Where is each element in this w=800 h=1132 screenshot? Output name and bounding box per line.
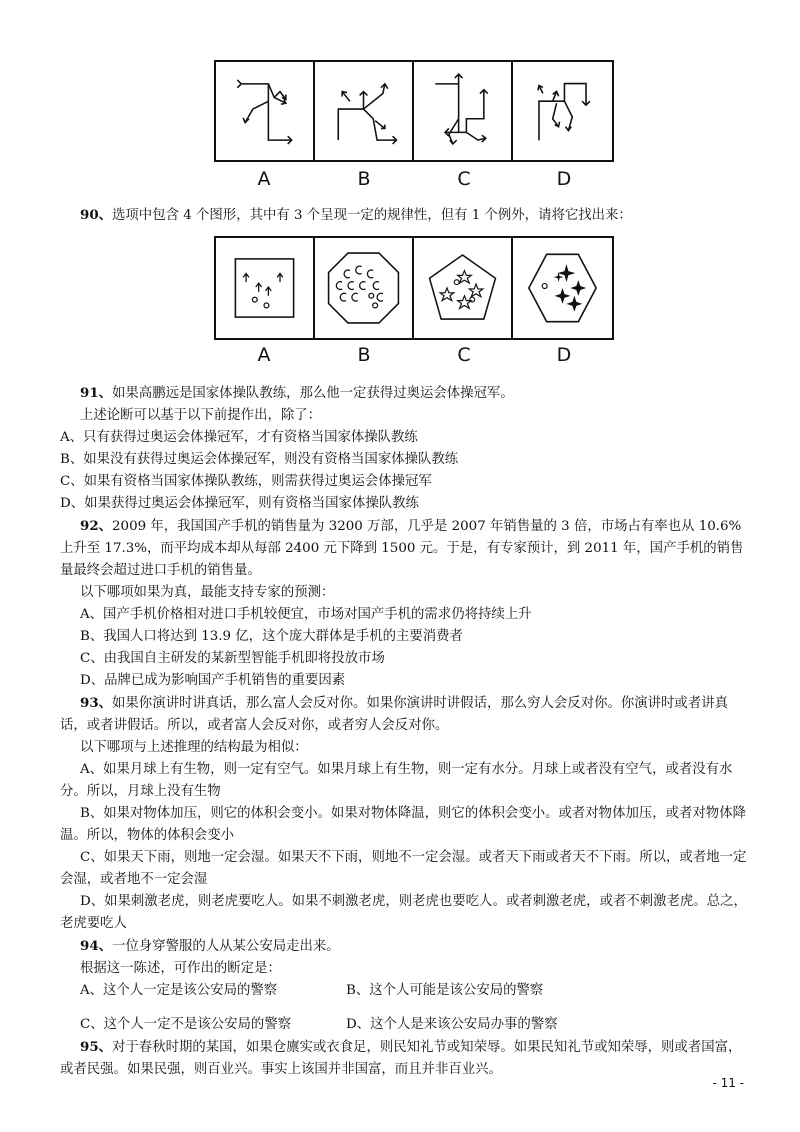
question-94-option-d: D、这个人是来该公安局办事的警察: [346, 1017, 558, 1032]
question-93-number: 93、: [80, 695, 113, 711]
page-number: - 11 -: [712, 1076, 744, 1090]
figure-2-label-a: A: [257, 344, 271, 366]
question-94-option-c: C、这个人一定不是该公安局的警察: [80, 1017, 292, 1032]
figure-2-panel-c: [414, 238, 513, 338]
question-90: [60, 204, 750, 227]
figure-2-panel-b: [315, 238, 414, 338]
question-95-number: 95、: [80, 1039, 113, 1055]
question-91-prompt: 上述论断可以基于以下前提作出，除了：: [80, 408, 322, 423]
question-94-prompt: 根据这一陈述，可作出的断定是：: [80, 961, 281, 976]
question-94-options-row-2: [60, 1014, 750, 1036]
question-94-option-a: A、这个人一定是该公安局的警察: [80, 983, 278, 998]
question-91-option-c: C、如果有资格当国家体操队教练，则需获得过奥运会体操冠军: [60, 474, 432, 489]
figure-1-panel-d: [513, 62, 612, 160]
question-93-option-a: A、如果月球上有生物，则一定有空气。如果月球上有生物，则一定有水分。月球上或者没有空气，或者没有水分。所以，月球上没有生物: [60, 762, 733, 799]
figure-2-label-d: D: [556, 344, 572, 366]
question-91-number: 91、: [80, 385, 113, 401]
question-92-prompt: 以下哪项如果为真，最能支持专家的预测：: [80, 585, 335, 600]
arrow-figure-b: [315, 62, 412, 160]
hexagon-shape-figure: [513, 238, 612, 338]
square-shape-figure: [216, 238, 313, 338]
figure-2-panels: [214, 236, 614, 340]
figure-1-label-c: C: [457, 168, 471, 190]
figure-2-label-b: B: [357, 344, 371, 366]
question-91-option-a: A、只有获得过奥运会体操冠军，才有资格当国家体操队教练: [60, 430, 418, 445]
figure-1-labels: [214, 168, 614, 190]
figure-1-label-b: B: [357, 168, 371, 190]
question-94-options-row-1: [60, 980, 750, 1002]
questions-91-95: [60, 382, 750, 1081]
figure-1-label-a: A: [257, 168, 271, 190]
figure-2-label-c: C: [457, 344, 471, 366]
arrow-figure-a: [216, 62, 313, 160]
question-93-option-c: C、如果天下雨，则地一定会湿。如果天不下雨，则地不一定会湿。或者天下雨或者天不下雨。所以，或者地一定会湿，或者地不一定会湿: [60, 850, 747, 887]
question-92-text: 2009 年，我国国产手机的销售量为 3200 万部，几乎是 2007 年销售量的 3 倍，市场占有率也从 10.6%上升至 17.3%，而平均成本却从每部 2400 元下降到 1500 元。于是，有专家预计，到 2011 年，国产手机的销售量最终会超过进口手机的销售量。: [60, 519, 744, 578]
question-90-text: 选项中包含 4 个图形，其中有 3 个呈现一定的规律性，但有 1 个例外，请将它找出来：: [112, 208, 632, 223]
question-94-number: 94、: [80, 938, 113, 954]
question-95-text: 对于春秋时期的某国，如果仓廪实或衣食足，则民知礼节或知荣辱。如果民知礼节或知荣辱，则或者国富，或者民强。如果民强，则百业兴。事实上该国并非国富，而且并非百业兴。: [60, 1040, 742, 1077]
question-92-option-d: D、品牌已成为影响国产手机销售的重要因素: [80, 673, 346, 688]
figure-1-panel-a: [216, 62, 315, 160]
figure-1-label-d: D: [556, 168, 572, 190]
question-93-option-d: D、如果刺激老虎，则老虎要吃人。如果不刺激老虎，则老虎也要吃人。或者刺激老虎，或者不刺激老虎。总之，老虎要吃人: [60, 894, 747, 931]
question-93-text: 如果你演讲时讲真话，那么富人会反对你。如果你演讲时讲假话，那么穷人会反对你。你演讲时或者讲真话，或者讲假话。所以，或者富人会反对你，或者穷人会反对你。: [60, 696, 728, 733]
pentagon-shape-figure: [414, 238, 511, 338]
figure-1-panels: [214, 60, 614, 162]
question-91-text: 如果高鹏远是国家体操队教练，那么他一定获得过奥运会体操冠军。: [112, 386, 514, 401]
arrow-figure-d: [513, 62, 612, 160]
figure-2-labels: [214, 344, 614, 366]
question-92-option-a: A、国产手机价格相对进口手机较便宜，市场对国产手机的需求仍将持续上升: [80, 607, 532, 622]
figure-1-panel-b: [315, 62, 414, 160]
figure-1-panel-c: [414, 62, 513, 160]
question-93-prompt: 以下哪项与上述推理的结构最为相似：: [80, 740, 308, 755]
spacer: [60, 1002, 750, 1014]
question-94-option-b: B、这个人可能是该公安局的警察: [346, 983, 544, 998]
arrow-figure-c: [414, 62, 511, 160]
question-91-option-b: B、如果没有获得过奥运会体操冠军，则没有资格当国家体操队教练: [60, 452, 459, 467]
question-90-number: 90、: [80, 207, 113, 223]
question-92-option-b: B、我国人口将达到 13.9 亿，这个庞大群体是手机的主要消费者: [80, 629, 463, 644]
question-92-option-c: C、由我国自主研发的某新型智能手机即将投放市场: [80, 651, 385, 666]
question-93-option-b: B、如果对物体加压，则它的体积会变小。如果对物体降温，则它的体积会变小。或者对物体加压，或者对物体降温。所以，物体的体积会变小: [60, 806, 746, 843]
question-94-text: 一位身穿警服的人从某公安局走出来。: [112, 939, 340, 954]
figure-2-panel-a: [216, 238, 315, 338]
question-92-number: 92、: [80, 518, 113, 534]
question-91-option-d: D、如果获得过奥运会体操冠军，则有资格当国家体操队教练: [60, 496, 419, 511]
octagon-shape-figure: [315, 238, 412, 338]
figure-2-panel-d: [513, 238, 612, 338]
